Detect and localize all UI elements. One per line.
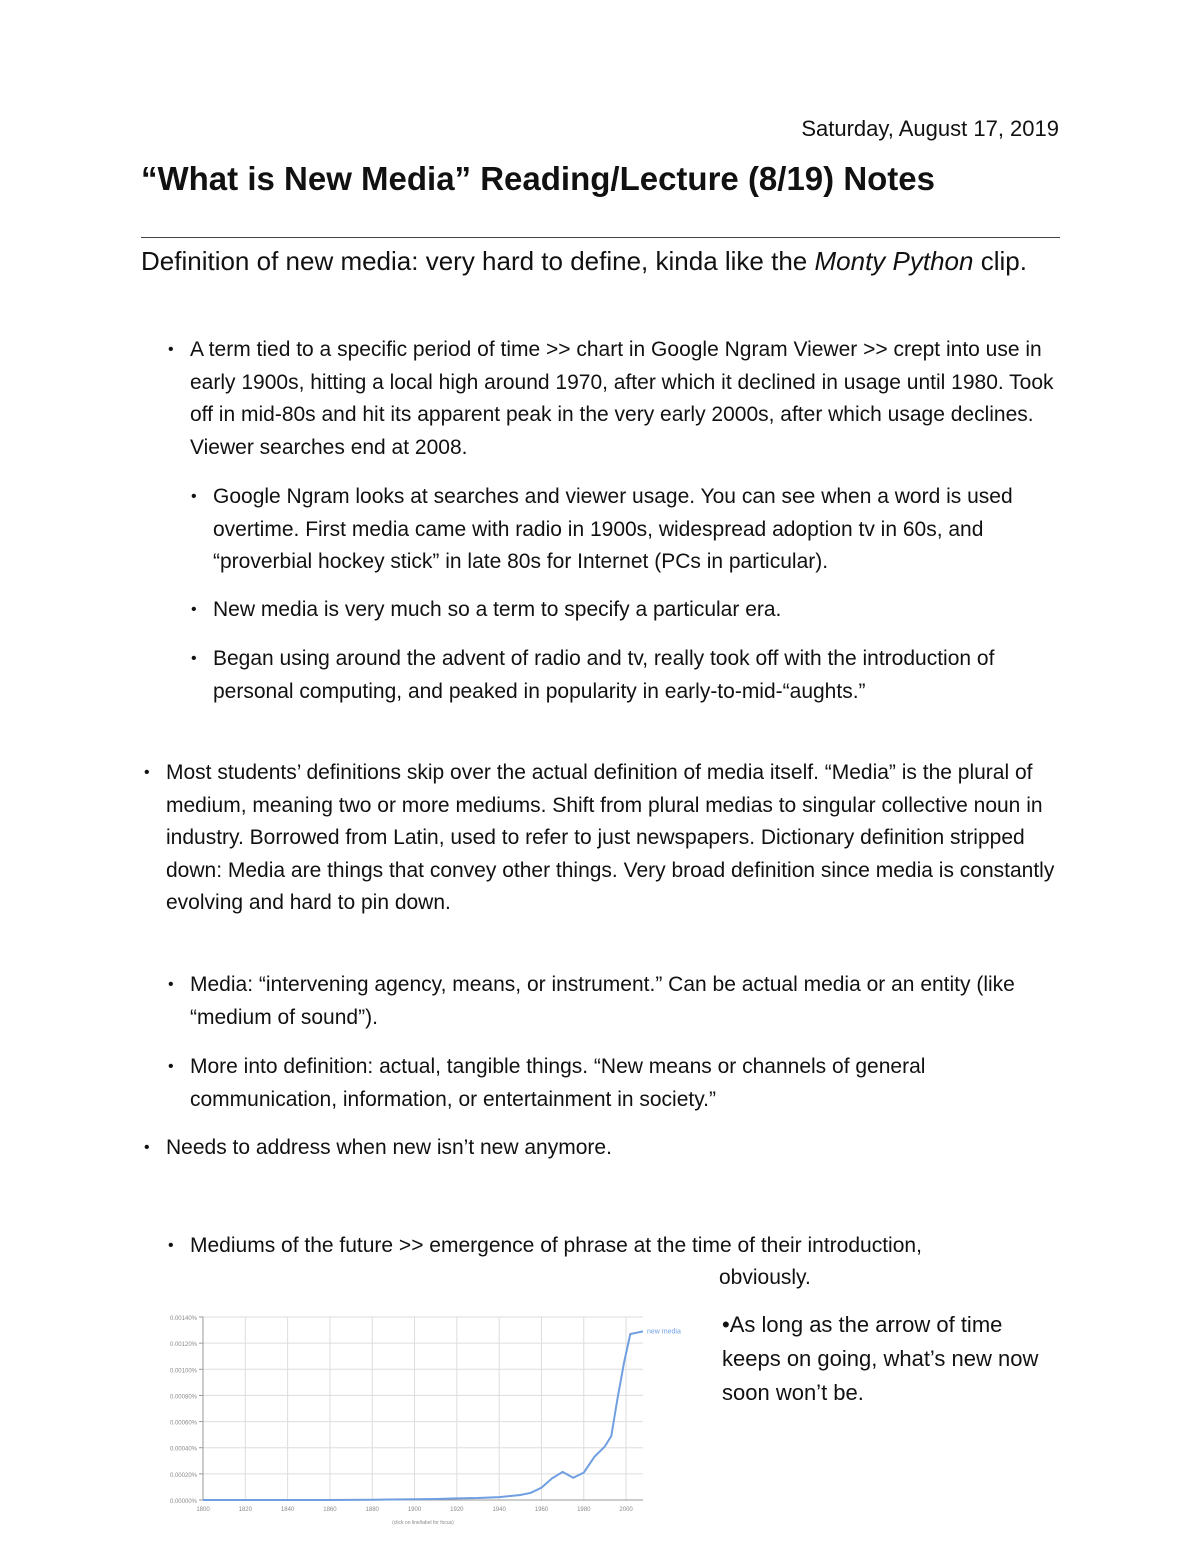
bullet-text: Media: “intervening agency, means, or instrument.” Can be actual media or an entity (like “medium of sound”). — [190, 973, 1015, 1029]
x-tick-label: 2000 — [619, 1507, 633, 1513]
intro-text-after: clip. — [973, 246, 1027, 276]
list-item — [168, 1051, 1045, 1116]
x-tick-label: 1820 — [238, 1507, 252, 1513]
list-item — [168, 334, 1060, 464]
y-tick-label: 0.00140% — [169, 1316, 197, 1322]
x-tick-label: 1840 — [280, 1507, 295, 1513]
ngram-chart — [140, 1305, 700, 1550]
bullet-icon: • — [168, 341, 174, 358]
bullet-icon: • — [144, 764, 150, 781]
y-tick-label: 0.00080% — [169, 1394, 197, 1401]
intro-italic-text: Monty Python — [814, 246, 974, 276]
bullet-icon: • — [168, 1058, 174, 1075]
side-note: •As long as the arrow of time keeps on going, what’s new now soon won’t be. — [722, 1312, 1039, 1405]
list-item — [168, 1230, 1060, 1263]
bullet-icon: • — [168, 976, 174, 993]
y-tick-label: 0.00000% — [169, 1499, 197, 1505]
bullet-icon: • — [191, 601, 197, 618]
list-item — [144, 1132, 1046, 1165]
bullet-icon: • — [168, 1237, 174, 1254]
bullet-text: Mediums of the future >> emergence of phrase at the time of their introduction, — [190, 1234, 922, 1257]
y-tick-label: 0.00100% — [169, 1368, 197, 1375]
series-line-new-media — [203, 1331, 643, 1500]
y-tick-label: 0.00120% — [169, 1342, 197, 1349]
x-tick-label: 1900 — [407, 1507, 422, 1513]
intro-paragraph — [141, 242, 1041, 280]
list-item — [144, 757, 1061, 920]
list-item — [168, 969, 1045, 1034]
x-tick-label: 1960 — [534, 1507, 549, 1513]
intro-text-before: Definition of new media: very hard to define, kinda like the — [141, 246, 815, 276]
bullet-text: New media is very much so a term to specify a particular era. — [213, 598, 782, 621]
document-date: Saturday, August 17, 2019 — [801, 116, 1059, 141]
bullet-icon: • — [144, 1139, 150, 1156]
bullet-text-continuation: obviously. — [719, 1266, 811, 1289]
x-axis-label: (click on line/label for focus) — [392, 1520, 454, 1526]
x-tick-label: 1880 — [365, 1507, 379, 1513]
bullet-text: A term tied to a specific period of time >> chart in Google Ngram Viewer >> crept into use in early 1900s, hitting a local high around 1970, after which it declined in usage until 1980. Took off in mid-80s and hit its apparent peak in the very early 2000s, after which usage declines. Viewer searches end at 2008. — [190, 338, 1054, 459]
bullet-icon: • — [191, 650, 197, 667]
x-tick-label: 1940 — [492, 1507, 506, 1513]
x-tick-label: 1860 — [323, 1507, 337, 1513]
bullet-text: Needs to address when new isn’t new anymore. — [166, 1136, 612, 1159]
page-title: “What is New Media” Reading/Lecture (8/19) Notes — [141, 160, 935, 197]
title-divider — [141, 237, 1060, 238]
y-tick-label: 0.00020% — [169, 1472, 197, 1479]
list-item — [191, 594, 1063, 627]
bullet-text: Most students’ definitions skip over the actual definition of media itself. “Media” is the plural of medium, meaning two or more mediums. Shift from plural medias to singular collective noun in industry. Borrowed from Latin, used to refer to just newspapers. Dictionary definition stripped down: Media are things that convey other things. Very broad definition since media is constantly evolving and hard to pin down. — [166, 761, 1055, 914]
bullet-icon: • — [191, 488, 197, 505]
list-item — [191, 643, 1003, 708]
series-label: new media — [647, 1328, 681, 1336]
bullet-text: More into definition: actual, tangible things. “New means or channels of general communication, information, or entertainment in society.” — [190, 1055, 926, 1111]
y-tick-label: 0.00060% — [169, 1420, 197, 1427]
x-tick-label: 1980 — [577, 1507, 591, 1513]
bullet-text: Google Ngram looks at searches and viewer usage. You can see when a word is used overtime. First media came with radio in 1900s, widespread adoption tv in 60s, and “proverbial hockey stick” in late 80s for Internet (PCs in particular). — [213, 485, 1013, 573]
y-tick-label: 0.00040% — [169, 1446, 197, 1453]
x-tick-label: 1800 — [196, 1507, 210, 1513]
x-tick-label: 1920 — [450, 1507, 464, 1513]
list-item — [191, 481, 1063, 579]
bullet-text: Began using around the advent of radio and tv, really took off with the introduction of personal computing, and peaked in popularity in early-to-mid-“aughts.” — [213, 647, 995, 703]
